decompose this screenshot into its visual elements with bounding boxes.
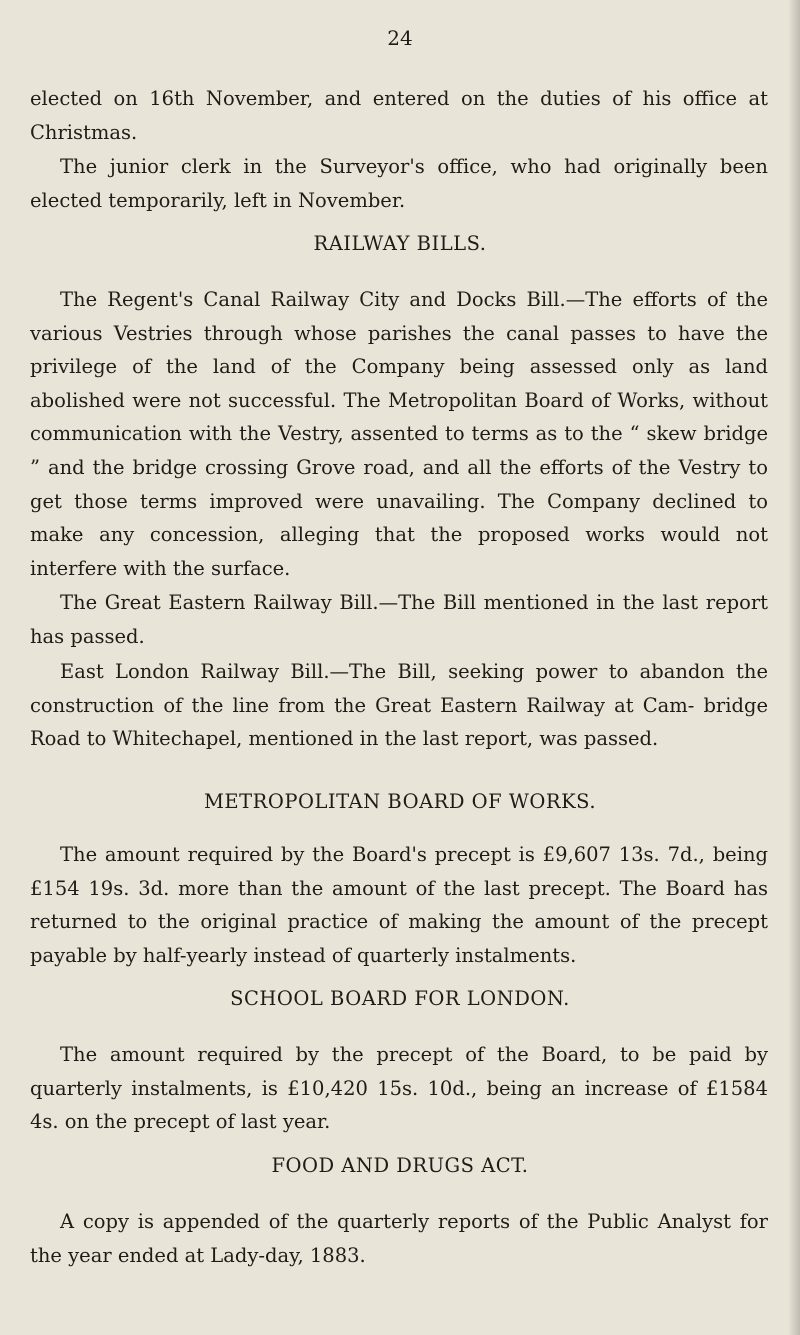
paragraph-public-analyst: A copy is appended of the quarterly reports of the Public Analyst for the year ended at Lady-day, 1883. xyxy=(30,1210,768,1267)
heading-railway-bills: RAILWAY BILLS. xyxy=(313,232,487,255)
heading-metropolitan-board: METROPOLITAN BOARD OF WORKS. xyxy=(203,790,597,813)
page-edge-shadow xyxy=(788,0,800,1335)
paragraph-junior-clerk: The junior clerk in the Surveyor's office, who had originally been elected temporarily, left in November. xyxy=(30,155,768,212)
paragraph-school-precept: The amount required by the precept of the Board, to be paid by quarterly instalments, is £10,420 15s. 10d., being an increase of £1584 4s. on the precept of last year. xyxy=(30,1043,768,1134)
paragraph-east-london: East London Railway Bill.—The Bill, seeking power to abandon the construction of the line from the Great Eastern Railway at Cam- bridge Road to Whitechapel, mentioned in the last report, was passed. xyxy=(30,660,768,751)
heading-school-board: SCHOOL BOARD FOR LONDON. xyxy=(230,987,570,1010)
paragraph-great-eastern: The Great Eastern Railway Bill.—The Bill mentioned in the last report has passed. xyxy=(30,591,768,648)
paragraph-regents-canal: The Regent's Canal Railway City and Docks Bill.—The efforts of the various Vestries through whose parishes the canal passes to have the privilege of the land of the Company being assessed only as land abolished were not successful. The Metropolitan Board of Works, without communication with the Vestry, assented to terms as to the “ skew bridge ” and the bridge crossing Grove road, and all the efforts of the Vestry to get those terms improved were unavailing. The Company declined to make any concession, alleging that the proposed works would not interfere with the surface. xyxy=(30,288,768,580)
paragraph-board-precept: The amount required by the Board's precept is £9,607 13s. 7d., being £154 19s. 3d. more than the amount of the last precept. The Board has returned to the original practice of making the amount of the precept payable by half-yearly instead of quarterly instalments. xyxy=(30,843,768,967)
page-number: 24 xyxy=(387,26,413,50)
paragraph-election: elected on 16th November, and entered on the duties of his office at Christmas. xyxy=(30,87,768,144)
heading-food-drugs: FOOD AND DRUGS ACT. xyxy=(271,1154,529,1177)
